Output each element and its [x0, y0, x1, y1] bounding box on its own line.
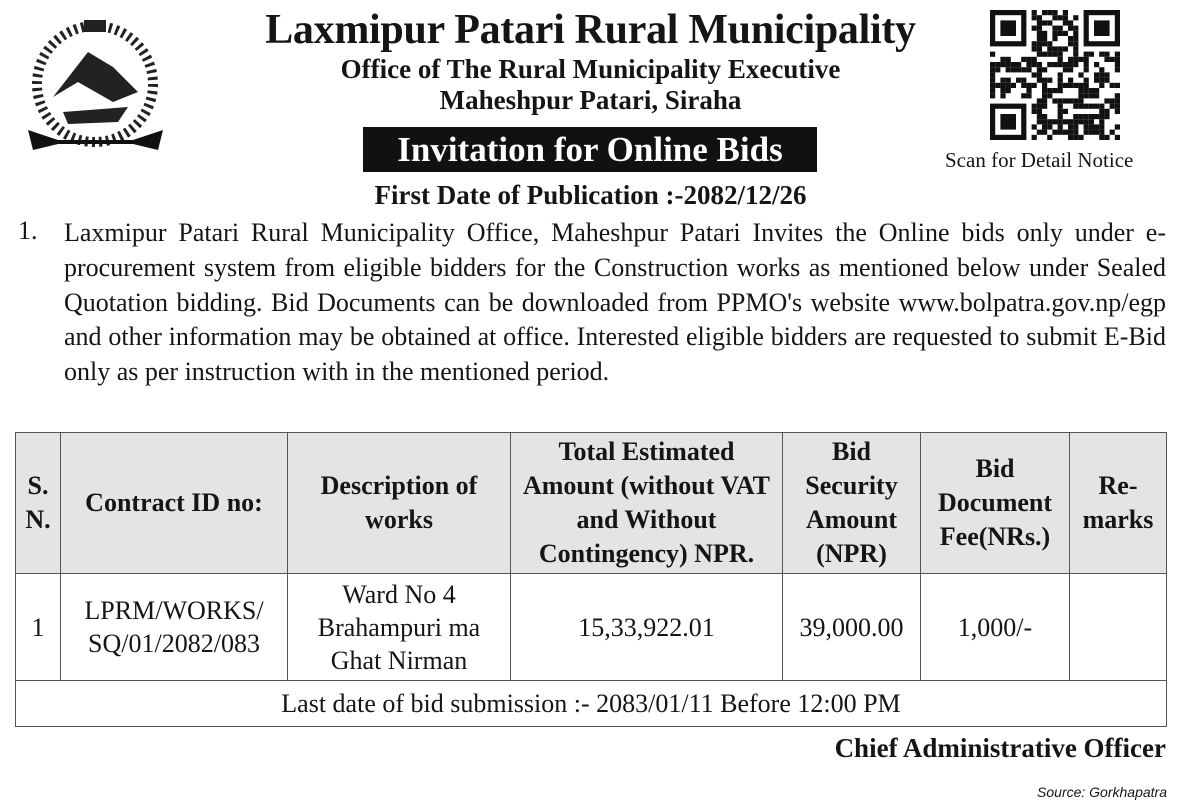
office-subtitle: Office of The Rural Municipality Executive [340, 54, 841, 84]
header-document-fee: Bid Document Fee(NRs.) [921, 433, 1070, 574]
publication-date: First Date of Publication :-2082/12/26 [374, 180, 807, 210]
notice-paragraph: Laxmipur Patari Rural Municipality Office, Maheshpur Patari Invites the Online bids only under e-procurement system from eligible bidders for the Construction works as mentioned below under Sealed Quotation bidding. Bid Documents can be downloaded from PPMO's website www.bolpatra.gov.np/egp and other information may be obtained at office. Interested eligible bidders are requested to submit E-Bid only as per instruction with in the mentioned period. [64, 218, 1166, 387]
cell-remarks [1070, 574, 1167, 681]
header-remarks: Re-marks [1070, 433, 1167, 574]
header-contract-id: Contract ID no: [61, 433, 288, 574]
cell-contract-id: LPRM/WORKS/ SQ/01/2082/083 [61, 574, 288, 681]
header-estimated-amount: Total Estimated Amount (without VAT and Without Contingency) NPR. [511, 433, 783, 574]
office-location: Maheshpur Patari, Siraha [439, 85, 742, 115]
table-header-row [16, 433, 1167, 574]
qr-caption: Scan for Detail Notice [945, 148, 1134, 172]
invitation-banner: Invitation for Online Bids [363, 127, 817, 172]
header-bid-security: Bid Security Amount (NPR) [783, 433, 921, 574]
qr-code-icon[interactable] [990, 10, 1120, 140]
header-sn: S. N. [16, 433, 61, 574]
header-description: Description of works [288, 433, 511, 574]
cell-sn: 1 [16, 574, 61, 681]
cell-document-fee: 1,000/- [921, 574, 1070, 681]
table-row [16, 574, 1167, 681]
table-footer-row [16, 681, 1167, 727]
source-credit: Source: Gorkhapatra [1037, 784, 1167, 800]
cell-estimated-amount: 15,33,922.01 [511, 574, 783, 681]
last-submission-date: Last date of bid submission :- 2083/01/11 Before 12:00 PM [16, 681, 1167, 727]
page-title: Laxmipur Patari Rural Municipality [265, 7, 916, 53]
paragraph-number: 1. [18, 216, 38, 245]
cell-bid-security: 39,000.00 [783, 574, 921, 681]
cell-description: Ward No 4 Brahampuri ma Ghat Nirman [288, 574, 511, 681]
signature-title: Chief Administrative Officer [834, 733, 1166, 763]
bid-table [15, 432, 1167, 727]
